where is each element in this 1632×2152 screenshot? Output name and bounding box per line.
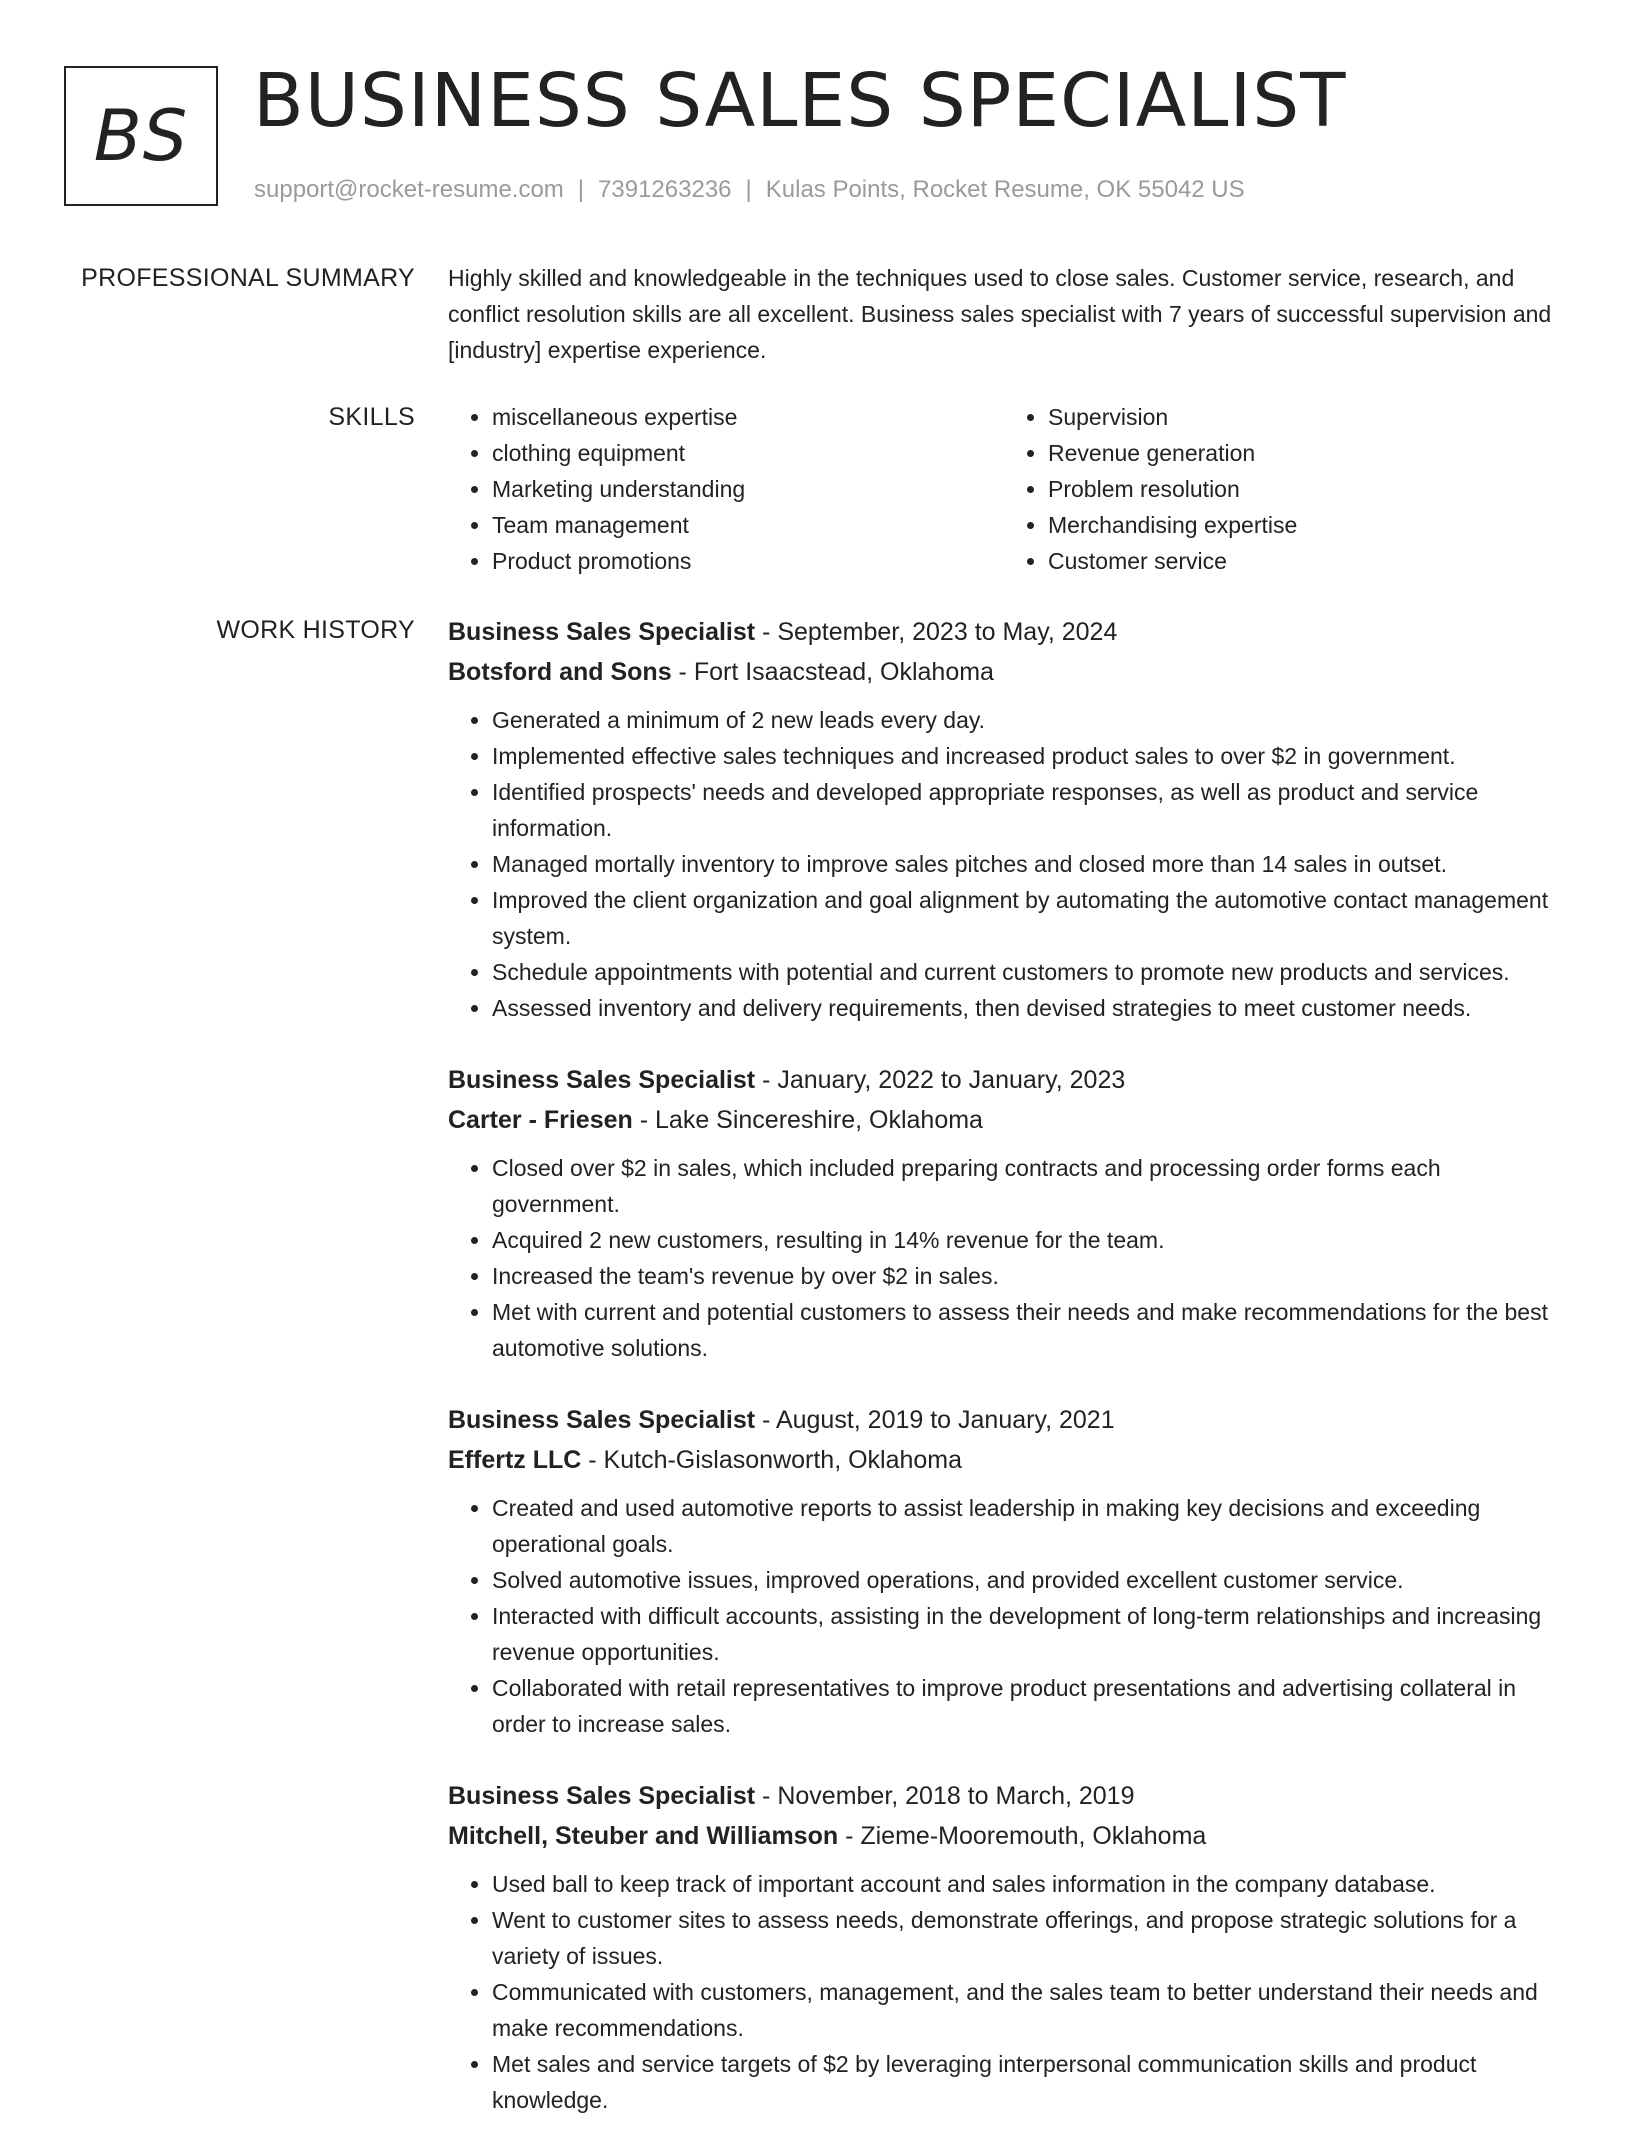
- job-title-line: [448, 612, 1560, 652]
- job-bullets: [448, 702, 1560, 1026]
- address: Kulas Points, Rocket Resume, OK 55042 US: [765, 176, 1245, 203]
- job-title-line: [448, 1060, 1560, 1100]
- job-bullet: • Improved the client organization and goal alignment by automating the automotive contact management system.: [492, 882, 1560, 954]
- section-label-skills: SKILLS: [328, 403, 415, 431]
- section-label-work-history: WORK HISTORY: [216, 616, 415, 644]
- job-title: Business Sales Specialist: [448, 1782, 756, 1810]
- job-list: [448, 612, 1560, 2152]
- skill-item: • Problem resolution: [1048, 471, 1560, 507]
- job-entry: [448, 1776, 1560, 2118]
- skill-item: • Supervision: [1048, 399, 1560, 435]
- company-name: Botsford and Sons: [448, 658, 672, 686]
- email: support@rocket-resume.com: [254, 176, 564, 203]
- job-bullets: [448, 1866, 1560, 2118]
- job-title: Business Sales Specialist: [448, 618, 756, 646]
- company-name: Effertz LLC: [448, 1446, 582, 1474]
- phone: 7391263236: [598, 176, 732, 203]
- job-company-line: [448, 1816, 1560, 1856]
- section-label-summary: PROFESSIONAL SUMMARY: [81, 264, 415, 292]
- job-bullet: • Created and used automotive reports to assist leadership in making key decisions and exceeding operational goals.: [492, 1490, 1560, 1562]
- skill-item: • Product promotions: [492, 543, 1004, 579]
- job-bullet: • Managed mortally inventory to improve sales pitches and closed more than 14 sales in outset.: [492, 846, 1560, 882]
- job-bullet: • Communicated with customers, management, and the sales team to better understand their needs and make recommendations.: [492, 1974, 1560, 2046]
- skill-item: • Merchandising expertise: [1048, 507, 1560, 543]
- contact-separator: |: [745, 176, 752, 203]
- contact-separator: |: [577, 176, 585, 203]
- company-name: Carter - Friesen: [448, 1106, 633, 1134]
- job-bullets: [448, 1150, 1560, 1366]
- job-bullet: • Assessed inventory and delivery requirements, then devised strategies to meet customer needs.: [492, 990, 1560, 1026]
- job-dates: - August, 2019 to January, 2021: [755, 1406, 1115, 1434]
- skills-list: [448, 399, 1560, 579]
- company-location: - Lake Sincereshire, Oklahoma: [632, 1106, 983, 1134]
- summary-text: Highly skilled and knowledgeable in the techniques used to close sales. Customer service, research, and conflict resolution skills are all excellent. Business sales specialist with 7 years of successful supervision and [industry] expertise experience.: [448, 265, 1552, 363]
- job-bullets: [448, 1490, 1560, 1742]
- candidate-name: BUSINESS SALES SPECIALIST: [253, 58, 1347, 144]
- job-bullet: • Collaborated with retail representatives to improve product presentations and advertising collateral in order to increase sales.: [492, 1670, 1560, 1742]
- job-company-line: [448, 652, 1560, 692]
- initials-monogram: BS: [64, 66, 218, 206]
- job-bullet: • Implemented effective sales techniques and increased product sales to over $2 in government.: [492, 738, 1560, 774]
- company-location: - Fort Isaacstead, Oklahoma: [671, 658, 994, 686]
- job-dates: - January, 2022 to January, 2023: [755, 1066, 1126, 1094]
- skills-column-left: [448, 399, 1004, 579]
- skill-item: • Revenue generation: [1048, 435, 1560, 471]
- job-bullet: • Acquired 2 new customers, resulting in 14% revenue for the team.: [492, 1222, 1560, 1258]
- skill-item: • clothing equipment: [492, 435, 1004, 471]
- job-company-line: [448, 1100, 1560, 1140]
- job-bullet: • Identified prospects' needs and developed appropriate responses, as well as product and service information.: [492, 774, 1560, 846]
- job-bullet: • Closed over $2 in sales, which included preparing contracts and processing order forms each government.: [492, 1150, 1560, 1222]
- job-company-line: [448, 1440, 1560, 1480]
- skill-item: • Marketing understanding: [492, 471, 1004, 507]
- job-entry: [448, 1060, 1560, 1366]
- company-location: - Zieme-Mooremouth, Oklahoma: [838, 1822, 1207, 1850]
- job-dates: - November, 2018 to March, 2019: [755, 1782, 1135, 1810]
- skill-item: • Team management: [492, 507, 1004, 543]
- job-bullet: • Generated a minimum of 2 new leads every day.: [492, 702, 1560, 738]
- job-bullet: • Met with current and potential customers to assess their needs and make recommendations for the best automotive solutions.: [492, 1294, 1560, 1366]
- contact-line: [254, 174, 1245, 206]
- job-bullet: • Solved automotive issues, improved operations, and provided excellent customer service.: [492, 1562, 1560, 1598]
- job-title: Business Sales Specialist: [448, 1406, 756, 1434]
- skill-item: • Customer service: [1048, 543, 1560, 579]
- skills-column-right: [1004, 399, 1560, 579]
- company-name: Mitchell, Steuber and Williamson: [448, 1822, 839, 1850]
- job-bullet: • Interacted with difficult accounts, assisting in the development of long-term relationships and increasing revenue opportunities.: [492, 1598, 1560, 1670]
- job-bullet: • Schedule appointments with potential and current customers to promote new products and services.: [492, 954, 1560, 990]
- skill-item: • miscellaneous expertise: [492, 399, 1004, 435]
- job-bullet: • Used ball to keep track of important account and sales information in the company database.: [492, 1866, 1560, 1902]
- job-title-line: [448, 1776, 1560, 1816]
- job-bullet: • Met sales and service targets of $2 by leveraging interpersonal communication skills and product knowledge.: [492, 2046, 1560, 2118]
- company-location: - Kutch-Gislasonworth, Oklahoma: [581, 1446, 963, 1474]
- job-title: Business Sales Specialist: [448, 1066, 756, 1094]
- job-title-line: [448, 1400, 1560, 1440]
- job-bullet: • Increased the team's revenue by over $2 in sales.: [492, 1258, 1560, 1294]
- job-entry: [448, 1400, 1560, 1742]
- job-dates: - September, 2023 to May, 2024: [755, 618, 1118, 646]
- job-entry: [448, 612, 1560, 1026]
- job-bullet: • Went to customer sites to assess needs, demonstrate offerings, and propose strategic solutions for a variety of issues.: [492, 1902, 1560, 1974]
